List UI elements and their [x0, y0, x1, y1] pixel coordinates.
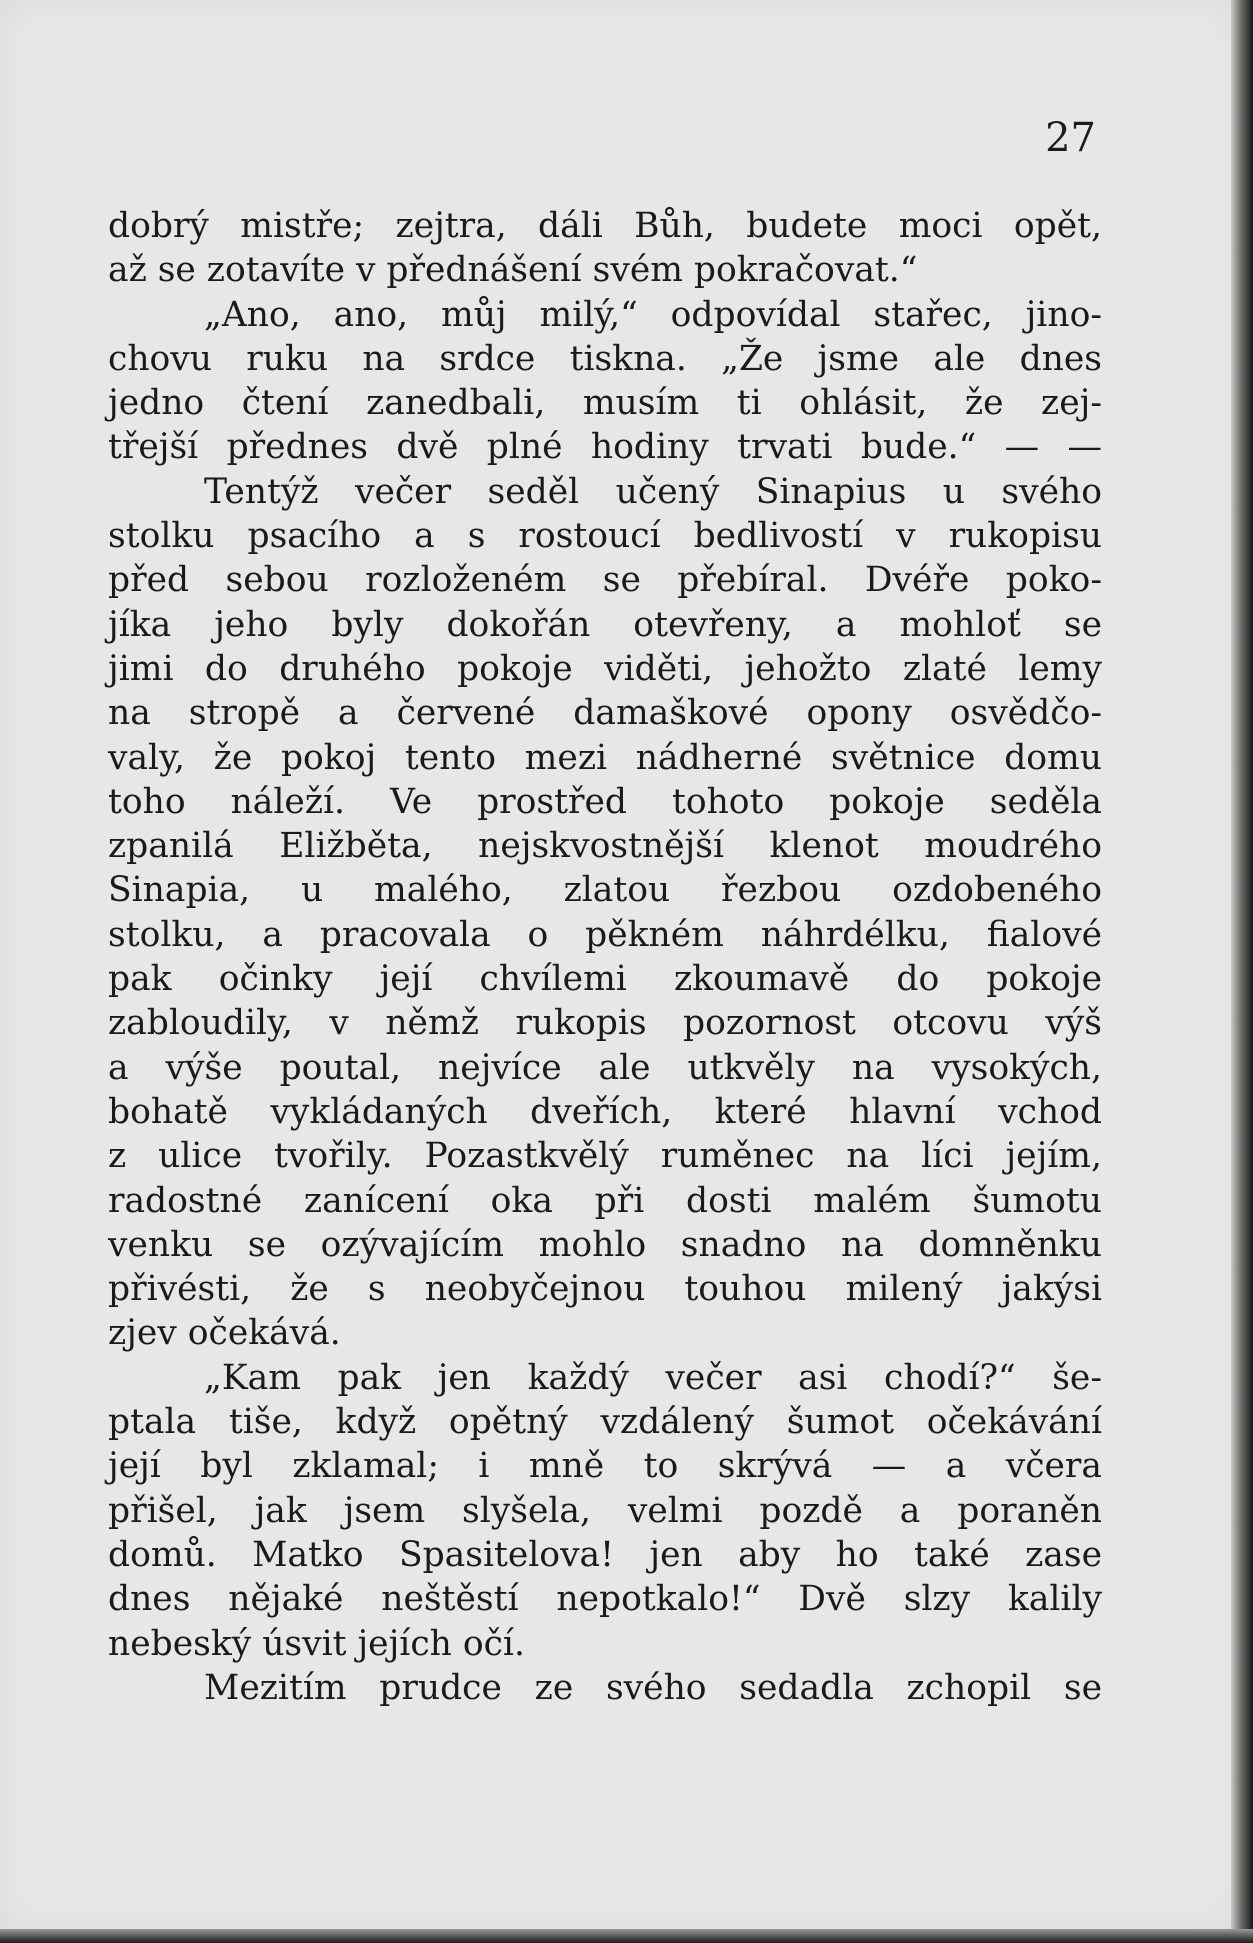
text-line: toho náleží. Ve prostřed tohoto pokoje seděla: [108, 781, 1102, 822]
text-line: jimi do druhého pokoje viděti, jehožto zlaté lemy: [108, 648, 1102, 689]
text-line: třejší přednes dvě plné hodiny trvati bude.“ — —: [108, 427, 1102, 468]
text-line: z ulice tvořily. Pozastkvělý ruměnec na líci jejím,: [108, 1136, 1102, 1177]
text-line: zabloudily, v němž rukopis pozornost otcovu výš: [108, 1003, 1102, 1044]
text-line: Sinapia, u malého, zlatou řezbou ozdobeného: [108, 870, 1102, 911]
text-line: přišel, jak jsem slyšela, velmi pozdě a poraněn: [108, 1490, 1102, 1531]
text-line: stolku psacího a s rostoucí bedlivostí v rukopisu: [108, 516, 1102, 557]
text-line: dobrý mistře; zejtra, dáli Bůh, budete moci opět,: [108, 206, 1102, 246]
text-line: před sebou rozloženém se přebíral. Dvéře poko-: [108, 560, 1102, 601]
text-line: zjev očekává.: [108, 1313, 341, 1354]
text-line: ptala tiše, když opětný vzdálený šumot očekávání: [108, 1402, 1102, 1443]
body-text: [108, 204, 1102, 1710]
text-line: venku se ozývajícím mohlo snadno na domněnku: [108, 1224, 1102, 1265]
text-line: valy, že pokoj tento mezi nádherné světnice domu: [108, 737, 1102, 778]
text-line: chovu ruku na srdce tiskna. „Že jsme ale dnes: [108, 338, 1102, 379]
text-line: nebeský úsvit jejích očí.: [108, 1623, 525, 1664]
text-line: Tentýž večer seděl učený Sinapius u svého: [204, 471, 1102, 512]
text-line: na stropě a červené damaškové opony osvědčo-: [108, 693, 1102, 734]
text-line: stolku, a pracovala o pěkném náhrdélku, fialové: [108, 914, 1102, 955]
book-spine-shadow: [1231, 0, 1253, 1943]
text-line: bohatě vykládaných dveřích, které hlavní vchod: [108, 1091, 1102, 1132]
text-line: jíka jeho byly dokořán otevřeny, a mohloť se: [108, 604, 1102, 645]
text-line: „Ano, ano, můj milý,“ odpovídal stařec, jino-: [204, 294, 1102, 335]
text-line: dnes nějaké neštěstí nepotkalo!“ Dvě slzy kalily: [108, 1579, 1102, 1620]
text-line: „Kam pak jen každý večer asi chodí?“ še-: [204, 1357, 1102, 1398]
text-line: domů. Matko Spasitelova! jen aby ho také zase: [108, 1534, 1102, 1575]
text-line: Mezitím prudce ze svého sedadla zchopil se: [204, 1667, 1102, 1708]
text-line: její byl zklamal; i mně to skrývá — a včera: [108, 1446, 1102, 1487]
text-line: jedno čtení zanedbali, musím ti ohlásit, že zej-: [108, 383, 1102, 424]
text-line: přivésti, že s neobyčejnou touhou milený jakýsi: [108, 1269, 1102, 1310]
text-line: radostné zanícení oka při dosti malém šumotu: [108, 1180, 1102, 1221]
text-line: zpanilá Eližběta, nejskvostnější klenot moudrého: [108, 826, 1102, 867]
text-line: pak očinky její chvílemi zkoumavě do pokoje: [108, 959, 1102, 1000]
page-bottom-edge: [0, 1929, 1253, 1943]
text-line: a výše poutal, nejvíce ale utkvěly na vysokých,: [108, 1047, 1102, 1088]
page-number: 27: [1045, 115, 1096, 161]
text-line: až se zotavíte v přednášení svém pokračovat.“: [108, 250, 918, 291]
